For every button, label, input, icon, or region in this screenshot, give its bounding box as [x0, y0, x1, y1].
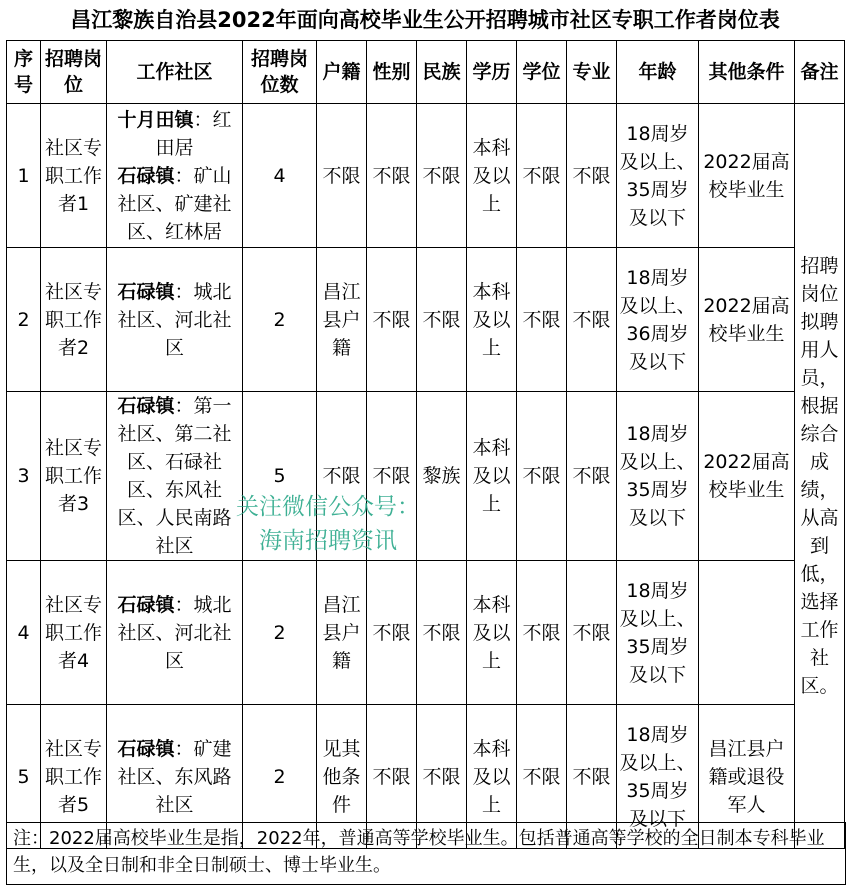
- town-places: 矿山社区、矿建社区、红林居: [117, 164, 232, 243]
- cell-degree: 不限: [517, 104, 567, 248]
- town-places: 城北社区、河北社区: [117, 280, 232, 359]
- town-name: 石碌镇: [117, 395, 175, 417]
- table-row: [7, 392, 845, 561]
- cell-other: 2022届高校毕业生: [699, 248, 795, 392]
- cell-ethnicity: 不限: [417, 104, 467, 248]
- footnote: 注：2022届高校毕业生是指，2022年，普通高等学校毕业生。包括普通高等学校的全日制本专科毕业生，以及全日制和非全日制硕士、博士毕业生。: [6, 822, 846, 885]
- cell-count: 4: [243, 104, 317, 248]
- header-age: 年龄: [617, 41, 699, 104]
- cell-degree: 不限: [517, 392, 567, 561]
- watermark-line-1: 关注微信公众号：: [236, 494, 420, 520]
- cell-major: 不限: [567, 705, 617, 849]
- town-separator: ：: [174, 280, 194, 303]
- cell-position: 社区专职工作者1: [41, 104, 107, 248]
- header-gender: 性别: [367, 41, 417, 104]
- cell-hukou: 不限: [317, 104, 367, 248]
- cell-education: 本科及以上: [467, 561, 517, 705]
- cell-major: 不限: [567, 248, 617, 392]
- cell-seq: 1: [7, 104, 41, 248]
- header-major: 专业: [567, 41, 617, 104]
- cell-education: 本科及以上: [467, 104, 517, 248]
- header-seq: 序号: [7, 41, 41, 104]
- cell-education: 本科及以上: [467, 392, 517, 561]
- cell-gender: 不限: [367, 705, 417, 849]
- town-name: 石碌镇: [117, 280, 175, 303]
- cell-other: 昌江县户籍或退役军人: [699, 705, 795, 849]
- table-row: [7, 248, 845, 392]
- header-degree: 学位: [517, 41, 567, 104]
- town-separator: ：: [174, 737, 194, 760]
- cell-ethnicity: 不限: [417, 248, 467, 392]
- cell-count: 2: [243, 705, 317, 849]
- cell-gender: 不限: [367, 561, 417, 705]
- cell-seq: 2: [7, 248, 41, 392]
- town-places: 红田居: [155, 108, 232, 159]
- header-row: [7, 41, 845, 104]
- cell-age: 18周岁及以上、36周岁及以下: [617, 248, 699, 392]
- cell-ethnicity: 不限: [417, 561, 467, 705]
- town-name: 石碌镇: [117, 593, 175, 616]
- cell-major: 不限: [567, 104, 617, 248]
- town-separator: ：: [174, 395, 194, 417]
- cell-degree: 不限: [517, 561, 567, 705]
- cell-count: 2: [243, 248, 317, 392]
- cell-gender: 不限: [367, 104, 417, 248]
- town-name: 石碌镇: [117, 737, 175, 760]
- header-remark: 备注: [795, 41, 845, 104]
- cell-remark: 招聘岗位拟聘用人员，根据综合成绩，从高到低，选择工作社区。: [795, 104, 845, 849]
- cell-community: [107, 104, 243, 248]
- cell-age: 18周岁及以上、35周岁及以下: [617, 561, 699, 705]
- cell-other: 2022届高校毕业生: [699, 392, 795, 561]
- cell-age: 18周岁及以上、35周岁及以下: [617, 705, 699, 849]
- town-places: 矿建社区、东风路社区: [117, 737, 232, 816]
- cell-seq: 3: [7, 392, 41, 561]
- cell-degree: 不限: [517, 705, 567, 849]
- town-name: 十月田镇: [117, 108, 194, 131]
- cell-other: 2022届高校毕业生: [699, 104, 795, 248]
- town-name: 石碌镇: [117, 164, 175, 187]
- cell-hukou: 昌江县户籍: [317, 248, 367, 392]
- cell-age: 18周岁及以上、35周岁及以下: [617, 392, 699, 561]
- cell-position: 社区专职工作者2: [41, 248, 107, 392]
- header-count: 招聘岗位数: [243, 41, 317, 104]
- cell-seq: 5: [7, 705, 41, 849]
- town-separator: ：: [174, 593, 194, 616]
- cell-other: [699, 561, 795, 705]
- cell-hukou: 不限: [317, 392, 367, 561]
- cell-position: 社区专职工作者4: [41, 561, 107, 705]
- header-position: 招聘岗位: [41, 41, 107, 104]
- cell-count: 5: [243, 392, 317, 561]
- cell-major: 不限: [567, 392, 617, 561]
- cell-hukou: 昌江县户籍: [317, 561, 367, 705]
- header-education: 学历: [467, 41, 517, 104]
- cell-education: 本科及以上: [467, 248, 517, 392]
- cell-community: [107, 392, 243, 561]
- header-community: 工作社区: [107, 41, 243, 104]
- page-title: 昌江黎族自治县2022年面向高校毕业生公开招聘城市社区专职工作者岗位表: [70, 8, 780, 32]
- town-separator: ：: [174, 164, 194, 187]
- watermark: [236, 490, 420, 558]
- cell-community: [107, 248, 243, 392]
- header-ethnicity: 民族: [417, 41, 467, 104]
- cell-gender: 不限: [367, 392, 417, 561]
- watermark-line-2: 海南招聘资讯: [259, 528, 397, 554]
- cell-position: 社区专职工作者5: [41, 705, 107, 849]
- town-places: 城北社区、河北社区: [117, 593, 232, 672]
- town-separator: ：: [193, 108, 213, 131]
- table-row: [7, 104, 845, 248]
- cell-age: 18周岁及以上、35周岁及以下: [617, 104, 699, 248]
- cell-count: 2: [243, 561, 317, 705]
- cell-seq: 4: [7, 561, 41, 705]
- cell-gender: 不限: [367, 248, 417, 392]
- positions-table: [6, 40, 845, 849]
- header-other: 其他条件: [699, 41, 795, 104]
- cell-major: 不限: [567, 561, 617, 705]
- cell-degree: 不限: [517, 248, 567, 392]
- cell-hukou: 见其他条件: [317, 705, 367, 849]
- town-places: 第一社区、第二社区、石碌社区、东风社区、人民南路社区: [117, 395, 232, 557]
- cell-ethnicity: 不限: [417, 705, 467, 849]
- cell-ethnicity: 黎族: [417, 392, 467, 561]
- header-hukou: 户籍: [317, 41, 367, 104]
- cell-community: [107, 561, 243, 705]
- cell-position: 社区专职工作者3: [41, 392, 107, 561]
- table-row: [7, 561, 845, 705]
- cell-education: 本科及以上: [467, 705, 517, 849]
